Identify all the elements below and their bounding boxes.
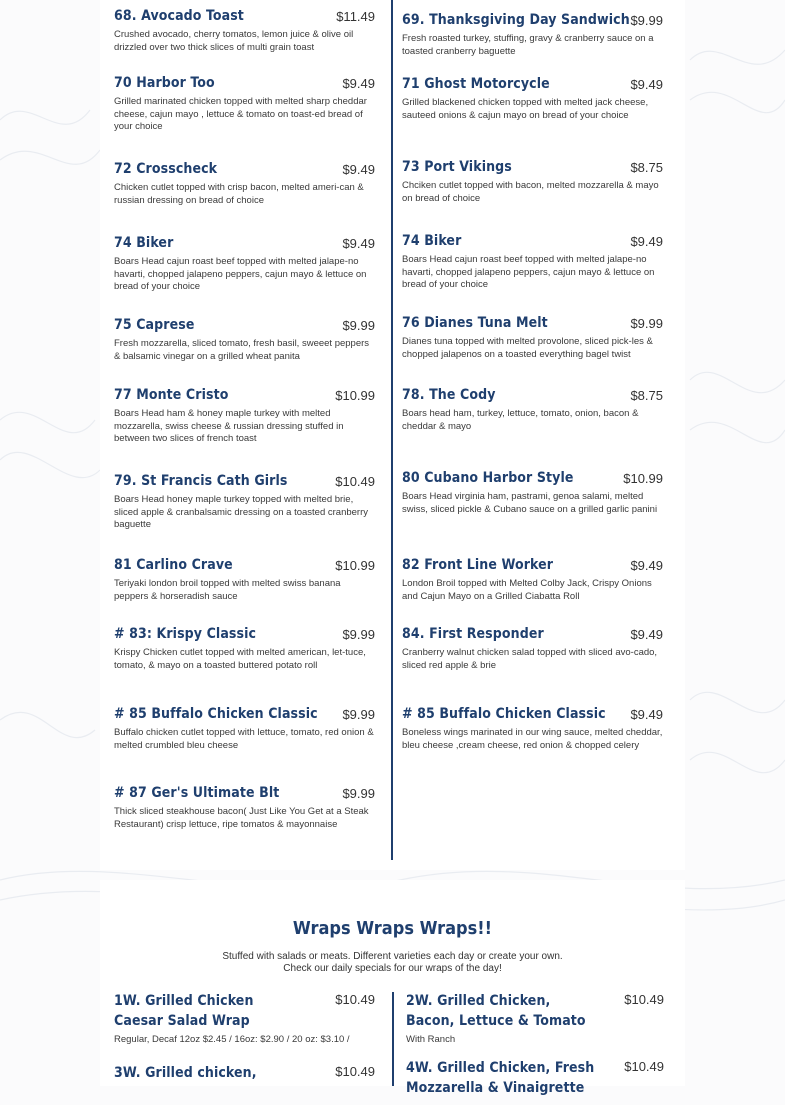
item-price: $9.49: [342, 236, 375, 251]
menu-item: [402, 626, 663, 672]
item-description: Thick sliced steakhouse bacon( Just Like You Get at a Steak Restaurant) crisp lettuce, ripe tomatos & mayonnaise: [114, 806, 369, 830]
item-price: $10.99: [335, 558, 375, 573]
item-price: $8.75: [630, 160, 663, 175]
item-title: 81 Carlino Crave: [114, 557, 233, 573]
item-description: Boars head ham, turkey, lettuce, tomato, onion, bacon & cheddar & mayo: [402, 408, 639, 432]
item-price: $9.49: [630, 707, 663, 722]
item-title: 78. The Cody: [402, 387, 496, 403]
item-price: $10.49: [335, 1064, 375, 1079]
item-title: 72 Crosscheck: [114, 161, 218, 177]
item-description: With Ranch: [406, 1034, 456, 1045]
item-price: $10.49: [335, 474, 375, 489]
item-title: # 85 Buffalo Chicken Classic: [402, 706, 606, 722]
item-price: $9.99: [630, 13, 663, 28]
item-description: Buffalo chicken cutlet topped with lettuce, tomato, red onion & melted crumbled bleu cheese: [114, 727, 374, 751]
item-title: 79. St Francis Cath Girls: [114, 473, 288, 489]
item-description: Cranberry walnut chicken salad topped with sliced avo-cado, sliced red apple & brie: [402, 647, 658, 671]
menu-item: [402, 315, 663, 361]
menu-item: [114, 75, 375, 134]
wrap-item: [406, 1058, 664, 1100]
item-title: 70 Harbor Too: [114, 75, 215, 91]
item-description: Boars Head cajun roast beef topped with melted jalape-no havarti, chopped jalapeno peppers, cajun mayo & lettuce on bread of your choice: [114, 256, 367, 292]
wraps-column-divider: [392, 992, 394, 1086]
item-price: $9.49: [630, 558, 663, 573]
menu-item: [402, 387, 663, 433]
menu-item: [114, 785, 375, 831]
section-subtitle: [100, 951, 685, 975]
item-price: $9.49: [342, 162, 375, 177]
item-title: 77 Monte Cristo: [114, 387, 229, 403]
item-title: 71 Ghost Motorcycle: [402, 76, 550, 92]
item-title: 68. Avocado Toast: [114, 8, 244, 24]
menu-item: [402, 159, 663, 205]
item-price: $10.49: [624, 1059, 664, 1074]
item-price: $9.49: [630, 234, 663, 249]
menu-item: [114, 473, 375, 532]
item-title: 74 Biker: [402, 233, 462, 249]
subtitle-line: Check our daily specials for our wraps of the day!: [283, 963, 502, 974]
item-description: Chciken cutlet topped with bacon, melted mozzarella & mayo on bread of choice: [402, 180, 659, 204]
item-title: # 87 Ger's Ultimate Blt: [114, 785, 280, 801]
menu-item: [402, 76, 663, 122]
item-description: Krispy Chicken cutlet topped with melted american, let-tuce, tomato, & mayo on a toasted buttered potato roll: [114, 647, 366, 671]
item-description: Boars Head cajun roast beef topped with melted jalape-no havarti, chopped jalapeno peppers, cajun mayo & lettuce on bread of your choice: [402, 254, 655, 290]
item-price: $10.49: [624, 992, 664, 1007]
item-title: 4W. Grilled Chicken, Fresh Mozzarella & Vinaigrette: [406, 1060, 595, 1096]
item-price: $9.99: [342, 318, 375, 333]
item-description: Boneless wings marinated in our wing sauce, melted cheddar, bleu cheese ,cream cheese, red onion & chopped celery: [402, 727, 663, 751]
item-price: $8.75: [630, 388, 663, 403]
subtitle-line: Stuffed with salads or meats. Different varieties each day or create your own.: [222, 951, 563, 962]
menu-item: [114, 706, 375, 752]
menu-item: [114, 8, 375, 54]
item-description: Teriyaki london broil topped with melted swiss banana peppers & horseradish sauce: [114, 578, 341, 602]
item-title: 75 Caprese: [114, 317, 195, 333]
menu-item: [114, 317, 375, 363]
menu-item: [114, 557, 375, 603]
item-description: Crushed avocado, cherry tomatos, lemon juice & olive oil drizzled over two thick slices of multi grain toast: [114, 29, 354, 53]
menu-item: [114, 161, 375, 207]
section-title: Wraps Wraps Wraps!!: [292, 918, 493, 939]
menu-item: [402, 233, 663, 292]
item-title: 74 Biker: [114, 235, 174, 251]
item-price: $11.49: [336, 9, 375, 24]
item-title: 1W. Grilled Chicken Caesar Salad Wrap: [114, 993, 254, 1029]
item-title: 80 Cubano Harbor Style: [402, 470, 574, 486]
menu-item: [402, 557, 663, 603]
item-title: 82 Front Line Worker: [402, 557, 554, 573]
item-price: $10.99: [335, 388, 375, 403]
item-description: Chicken cutlet topped with crisp bacon, melted ameri-can & russian dressing on bread of choice: [114, 182, 364, 206]
menu-item: [402, 706, 663, 752]
item-description: Fresh mozzarella, sliced tomato, fresh basil, sweeet peppers & balsamic vinegar on a grilled wheat panita: [114, 338, 370, 362]
item-description: Regular, Decaf 12oz $2.45 / 16oz: $2.90 / 20 oz: $3.10 /: [114, 1034, 350, 1045]
item-description: Boars Head honey maple turkey topped with melted brie, sliced apple & cranbalsamic dressing on a toasted cranberry baguette: [114, 494, 368, 530]
item-title: 76 Dianes Tuna Melt: [402, 315, 548, 331]
menu-item: [114, 387, 375, 446]
item-price: $9.49: [342, 76, 375, 91]
wrap-item: [114, 1063, 375, 1105]
wrap-item: [114, 991, 375, 1047]
item-description: Grilled marinated chicken topped with melted sharp cheddar cheese, cajun mayo , lettuce & tomato on toast-ed bread of your choice: [114, 96, 367, 132]
item-price: $9.49: [630, 627, 663, 642]
item-price: $10.99: [623, 471, 663, 486]
item-description: London Broil topped with Melted Colby Jack, Crispy Onions and Cajun Mayo on a Grilled Ciabatta Roll: [402, 578, 652, 602]
menu-item: [114, 626, 375, 672]
item-price: $10.49: [335, 992, 375, 1007]
item-price: $9.99: [630, 316, 663, 331]
item-title: 2W. Grilled Chicken, Bacon, Lettuce & Tomato: [406, 993, 586, 1029]
item-description: Grilled blackened chicken topped with melted jack cheese, sauteed onions & cajun mayo on bread of your choice: [402, 97, 649, 121]
item-title: # 83: Krispy Classic: [114, 626, 257, 642]
wrap-item: [406, 991, 664, 1047]
column-divider: [391, 0, 393, 860]
item-price: $9.99: [342, 707, 375, 722]
menu-item: [114, 235, 375, 294]
item-description: Dianes tuna topped with melted provolone, sliced pick-les & chopped jalapenos on a toasted everything bagel twist: [402, 336, 653, 360]
item-price: $9.49: [630, 77, 663, 92]
item-price: $9.99: [342, 627, 375, 642]
item-price: $9.99: [342, 786, 375, 801]
item-description: Boars Head ham & honey maple turkey with melted mozzarella, swiss cheese & russian dressing stuffed in between two slices of french toast: [114, 408, 344, 444]
item-description: Boars Head virginia ham, pastrami, genoa salami, melted swiss, sliced pickle & Cubano sauce on a grilled garlic panini: [402, 491, 658, 515]
item-title: 73 Port Vikings: [402, 159, 512, 175]
menu-item: [402, 470, 663, 516]
item-title: 3W. Grilled chicken,: [114, 1065, 257, 1081]
item-description: Fresh roasted turkey, stuffing, gravy & cranberry sauce on a toasted cranberry baguette: [402, 33, 654, 57]
menu-item: [402, 12, 663, 58]
item-title: # 85 Buffalo Chicken Classic: [114, 706, 318, 722]
item-title: 69. Thanksgiving Day Sandwich: [402, 12, 630, 28]
item-title: 84. First Responder: [402, 626, 544, 642]
